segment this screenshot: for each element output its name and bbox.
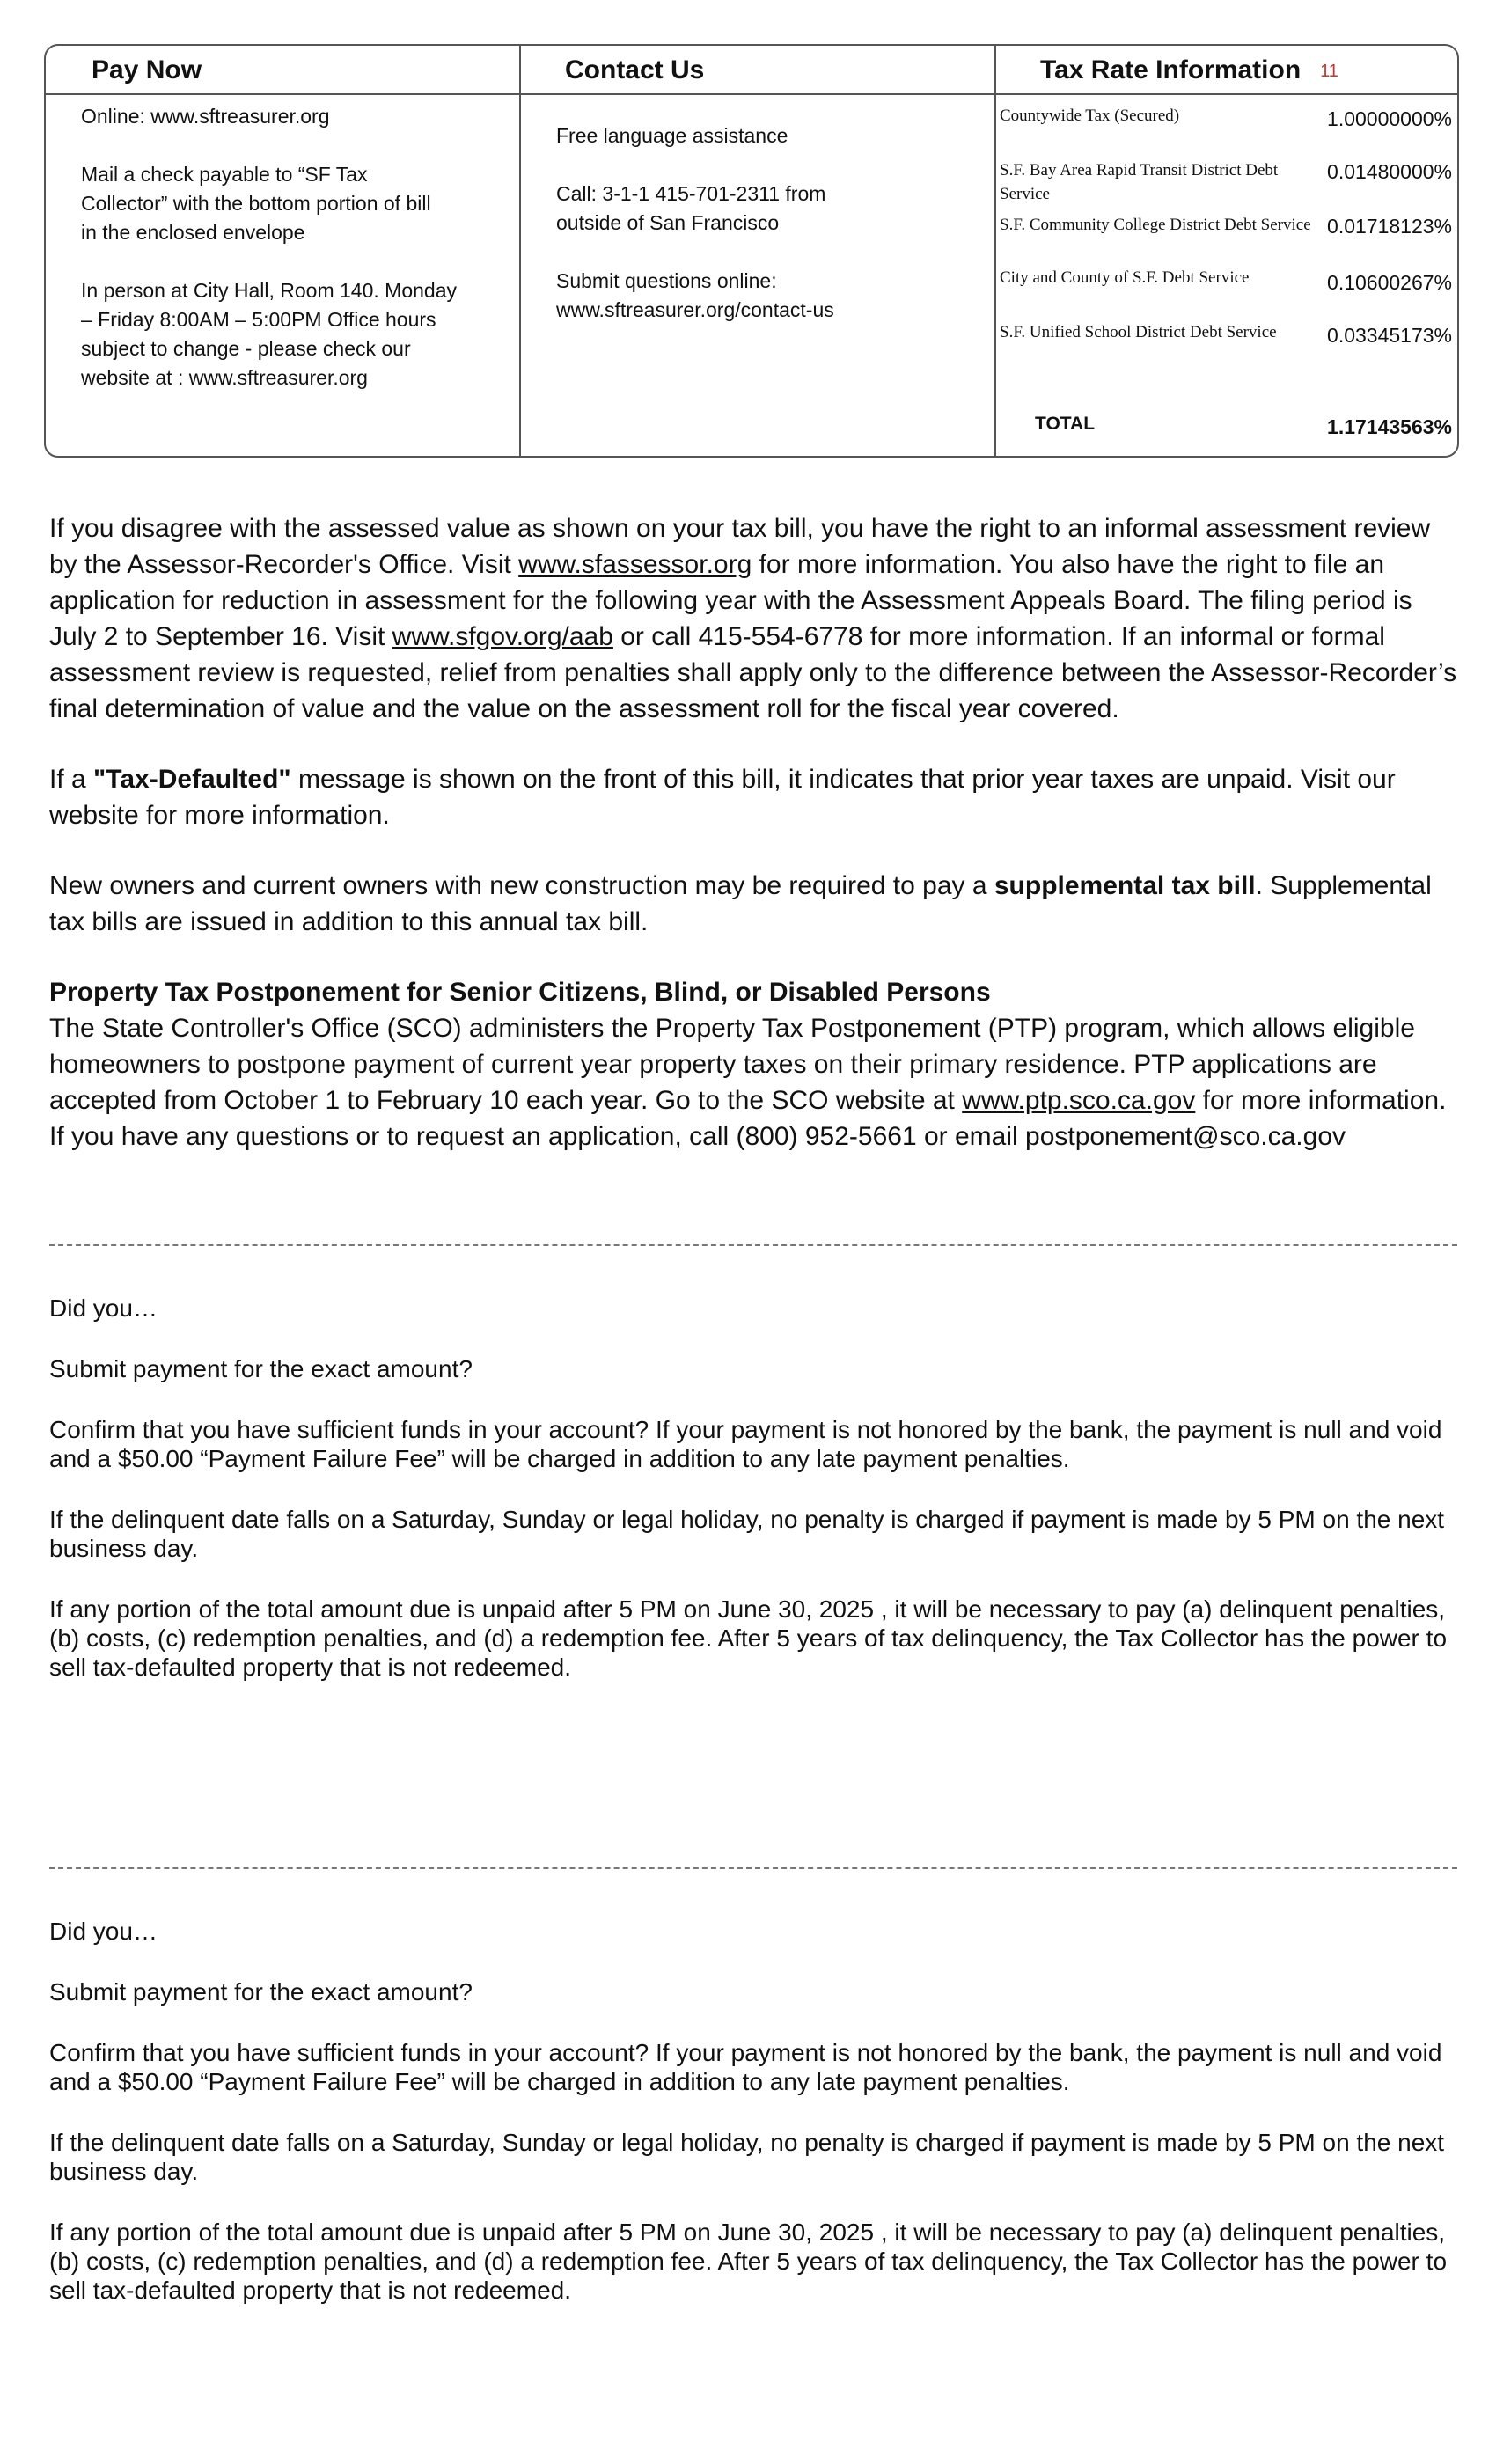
did-you-heading: Did you… xyxy=(49,1918,158,1945)
ptp-text-b: for more information. If you have any questions or to request an application, call (800) 952-5661 or email postponement@sco.ca.gov xyxy=(49,1086,1447,1151)
ptp-heading: Property Tax Postponement for Senior Citizens, Blind, or Disabled Persons xyxy=(49,978,991,1007)
tax-rate-title: Tax Rate Information xyxy=(1040,55,1302,84)
did-you-item: Submit payment for the exact amount? xyxy=(49,1978,473,2006)
main-text xyxy=(49,510,1457,1189)
sfassessor-link[interactable]: www.sfassessor.org xyxy=(518,550,752,579)
did-you-item: If any portion of the total amount due is unpaid after 5 PM on June 30, 2025 , it will be necessary to pay (a) delinquent penalties, (b) costs, (c) redemption penalties, and (d) a redemption fee. After 5 years of tax delinquency, the Tax Collector has the power to sell tax-defaulted property that is not redeemed. xyxy=(49,2218,1448,2304)
tax-defaulted-text-a: If a xyxy=(49,765,94,794)
pay-now-column xyxy=(46,46,521,456)
tax-rate-column xyxy=(994,46,1457,456)
did-you-item: Confirm that you have sufficient funds in your account? If your payment is not honored by the bank, the payment is null and void and a $50.00 “Payment Failure Fee” will be charged in addition to any late payment penalties. xyxy=(49,2039,1442,2095)
assessment-text-b: for more information. You also have the right to file an application for reduction in assessment for the following year with the Assessment Appeals Board. The filing period is July 2 to September 16. Visit xyxy=(49,550,1412,651)
info-box xyxy=(44,44,1459,458)
pay-online-text: Online: www.sftreasurer.org xyxy=(81,105,330,128)
did-you-section xyxy=(49,1917,1466,2336)
did-you-section xyxy=(49,1294,1466,1713)
rate-name: S.F. Community College District Debt Service xyxy=(1000,216,1311,234)
pay-now-header: Pay Now xyxy=(46,46,519,95)
assessment-text-c: or call 415-554-6778 for more information. If an informal or formal assessment review is requested, relief from penalties shall apply only to the difference between the Assessor-Recorder’s final determination of value and the value on the assessment roll for the fiscal year covered. xyxy=(49,622,1457,723)
tax-rate-header xyxy=(994,46,1457,95)
pay-in-person-text: In person at City Hall, Room 140. Monday – Friday 8:00AM – 5:00PM Office hours subject to change - please check our website at : www.sftreasurer.org xyxy=(81,279,457,389)
did-you-item: Confirm that you have sufficient funds in your account? If your payment is not honored by the bank, the payment is null and void and a $50.00 “Payment Failure Fee” will be charged in addition to any late payment penalties. xyxy=(49,1416,1442,1472)
contact-us-header: Contact Us xyxy=(519,46,994,95)
pay-mail-text: Mail a check payable to “SF Tax Collector” with the bottom portion of bill in the enclosed envelope xyxy=(81,163,431,244)
contact-us-column xyxy=(519,46,996,456)
did-you-heading: Did you… xyxy=(49,1294,158,1322)
did-you-item: If the delinquent date falls on a Saturday, Sunday or legal holiday, no penalty is charged if payment is made by 5 PM on the next business day. xyxy=(49,2129,1445,2185)
supplemental-text-a: New owners and current owners with new construction may be required to pay a xyxy=(49,871,994,900)
supplemental-bold: supplemental tax bill xyxy=(994,871,1256,900)
tax-defaulted-bold: "Tax-Defaulted" xyxy=(93,765,291,794)
did-you-item: If the delinquent date falls on a Saturday, Sunday or legal holiday, no penalty is charged if payment is made by 5 PM on the next business day. xyxy=(49,1506,1445,1562)
tax-defaulted-text-b: message is shown on the front of this bill, it indicates that prior year taxes are unpaid. Visit our website for more information. xyxy=(49,765,1396,830)
rate-total-value: 1.17143563% xyxy=(1327,415,1452,438)
rate-name: Countywide Tax (Secured) xyxy=(1000,106,1180,125)
assessment-text-a: If you disagree with the assessed value as shown on your tax bill, you have the right to an informal assessment review by the Assessor-Recorder's Office. Visit xyxy=(49,514,1431,579)
rate-value: 1.00000000% xyxy=(1327,107,1452,130)
did-you-item: If any portion of the total amount due is unpaid after 5 PM on June 30, 2025 , it will be necessary to pay (a) delinquent penalties, (b) costs, (c) redemption penalties, and (d) a redemption fee. After 5 years of tax delinquency, the Tax Collector has the power to sell tax-defaulted property that is not redeemed. xyxy=(49,1595,1448,1681)
aab-link[interactable]: www.sfgov.org/aab xyxy=(392,622,613,651)
rate-value: 0.01480000% xyxy=(1327,160,1452,183)
cut-line xyxy=(49,1867,1457,1869)
rate-value: 0.03345173% xyxy=(1327,324,1452,347)
supplemental-paragraph xyxy=(49,868,1457,940)
rate-total-label: TOTAL xyxy=(1035,414,1096,434)
rate-name: City and County of S.F. Debt Service xyxy=(1000,268,1250,287)
ptp-link[interactable]: www.ptp.sco.ca.gov xyxy=(962,1086,1196,1115)
page-number: 11 xyxy=(1320,62,1338,82)
contact-language-text: Free language assistance xyxy=(556,124,788,147)
assessment-paragraph xyxy=(49,510,1457,727)
rate-value: 0.10600267% xyxy=(1327,271,1452,294)
contact-call-text: Call: 3-1-1 415-701-2311 from outside of San Francisco xyxy=(556,182,826,234)
did-you-item: Submit payment for the exact amount? xyxy=(49,1355,473,1382)
tax-defaulted-paragraph xyxy=(49,761,1457,833)
ptp-paragraph xyxy=(49,974,1457,1155)
supplemental-text-b: . Supplemental tax bills are issued in addition to this annual tax bill. xyxy=(49,871,1432,936)
rate-name: S.F. Unified School District Debt Service xyxy=(1000,323,1277,341)
contact-online-text: Submit questions online: www.sftreasurer.org/contact-us xyxy=(556,269,834,321)
ptp-text-a: The State Controller's Office (SCO) administers the Property Tax Postponement (PTP) program, which allows eligible homeowners to postpone payment of current year property taxes on their primary residence. PTP applications are accepted from October 1 to February 10 each year. Go to the SCO website at xyxy=(49,1014,1415,1115)
rate-value: 0.01718123% xyxy=(1327,215,1452,238)
rate-name: S.F. Bay Area Rapid Transit District Debt Service xyxy=(1000,161,1279,203)
cut-line xyxy=(49,1244,1457,1246)
